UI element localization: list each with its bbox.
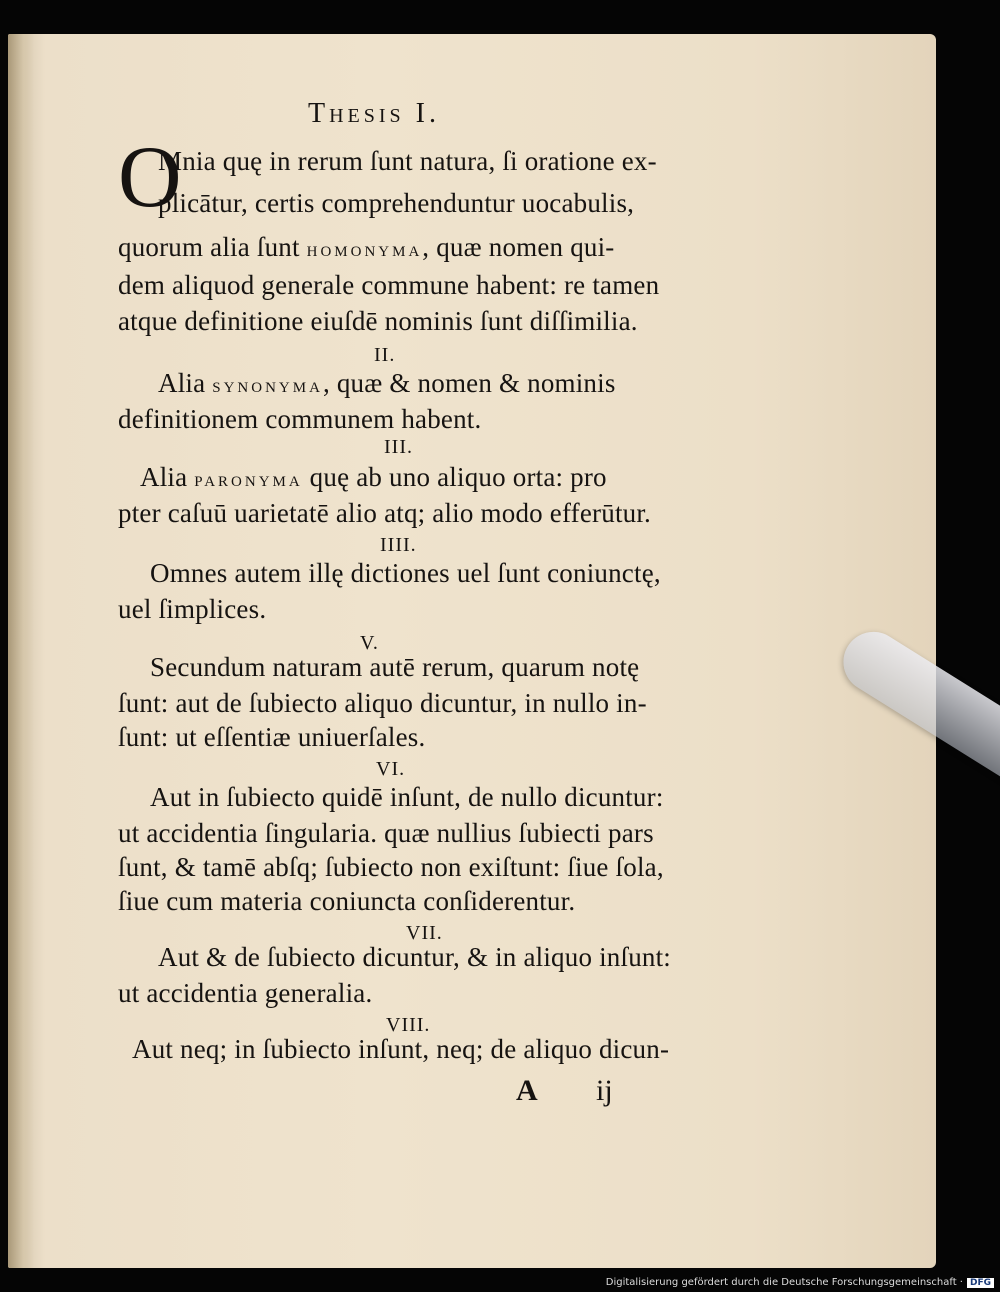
text-line: Omnes autem illę dictiones uel ſunt coniunctę, — [150, 558, 661, 588]
text-fragment: Alia — [140, 462, 195, 492]
text-line: dem aliquod generale commune habent: re tamen — [118, 270, 660, 300]
text-line: Aut & de ſubiecto dicuntur, & in aliquo inſunt: — [158, 942, 671, 972]
text-line: atque definitione eiuſdē nominis ſunt diſſimilia. — [118, 306, 638, 336]
book-page — [8, 34, 936, 1268]
text-line: Mnia quę in rerum ſunt natura, ſi oratione ex- — [158, 146, 657, 176]
page-text — [8, 34, 936, 1268]
signature-mark: A — [516, 1074, 538, 1107]
section-number: VIII. — [386, 1014, 431, 1036]
section-number: III. — [384, 436, 413, 458]
footer — [606, 1277, 994, 1288]
text-fragment: , quæ nomen qui- — [422, 232, 615, 262]
dfg-logo: DFG — [967, 1278, 994, 1288]
text-line: ſunt, & tamē abſq; ſubiecto non exiſtunt: ſiue ſola, — [118, 852, 664, 882]
term-synonyma: synonyma — [212, 373, 323, 397]
text-line: pter caſuū uarietatē alio atq; alio modo efferūtur. — [118, 498, 651, 528]
drop-capital: O — [118, 129, 182, 226]
text-line: plicātur, certis comprehenduntur uocabulis, — [158, 188, 635, 218]
text-line: ut accidentia ſingularia. quæ nullius ſubiecti pars — [118, 818, 654, 848]
text-line: ſunt: ut eſſentiæ uniuerſales. — [118, 722, 426, 752]
text-line: definitionem communem habent. — [118, 404, 482, 434]
footer-text: Digitalisierung gefördert durch die Deutsche Forschungsgemeinschaft · — [605, 1277, 963, 1288]
text-line: ſunt: aut de ſubiecto aliquo dicuntur, in nullo in- — [118, 688, 647, 718]
text-fragment: quorum alia ſunt — [118, 232, 307, 262]
text-line: Aut in ſubiecto quidē inſunt, de nullo dicuntur: — [150, 782, 664, 812]
text-line: Aut neq; in ſubiecto inſunt, neq; de aliquo dicun- — [132, 1034, 670, 1064]
section-number: VII. — [406, 922, 443, 944]
section-number: V. — [360, 632, 379, 654]
text-line: Secundum naturam autē rerum, quarum notę — [150, 652, 640, 682]
term-paronyma: paronyma — [194, 467, 303, 491]
text-fragment: Alia — [158, 368, 213, 398]
signature-number: ij — [596, 1074, 613, 1107]
section-number: VI. — [376, 758, 406, 780]
text-line: ſiue cum materia coniuncta conſiderentur. — [118, 886, 576, 916]
text-line: uel ſimplices. — [118, 594, 267, 624]
text-line — [140, 462, 607, 493]
text-line — [118, 232, 614, 263]
term-homonyma: homonyma — [306, 237, 423, 261]
page-title: Thesis I. — [308, 98, 440, 129]
text-fragment: quę ab uno aliquo orta: pro — [302, 462, 607, 492]
section-number: IIII. — [380, 534, 417, 556]
section-number: II. — [374, 344, 396, 366]
text-line: ut accidentia generalia. — [118, 978, 373, 1008]
text-line — [158, 368, 616, 399]
text-fragment: , quæ & nomen & nominis — [322, 368, 616, 398]
